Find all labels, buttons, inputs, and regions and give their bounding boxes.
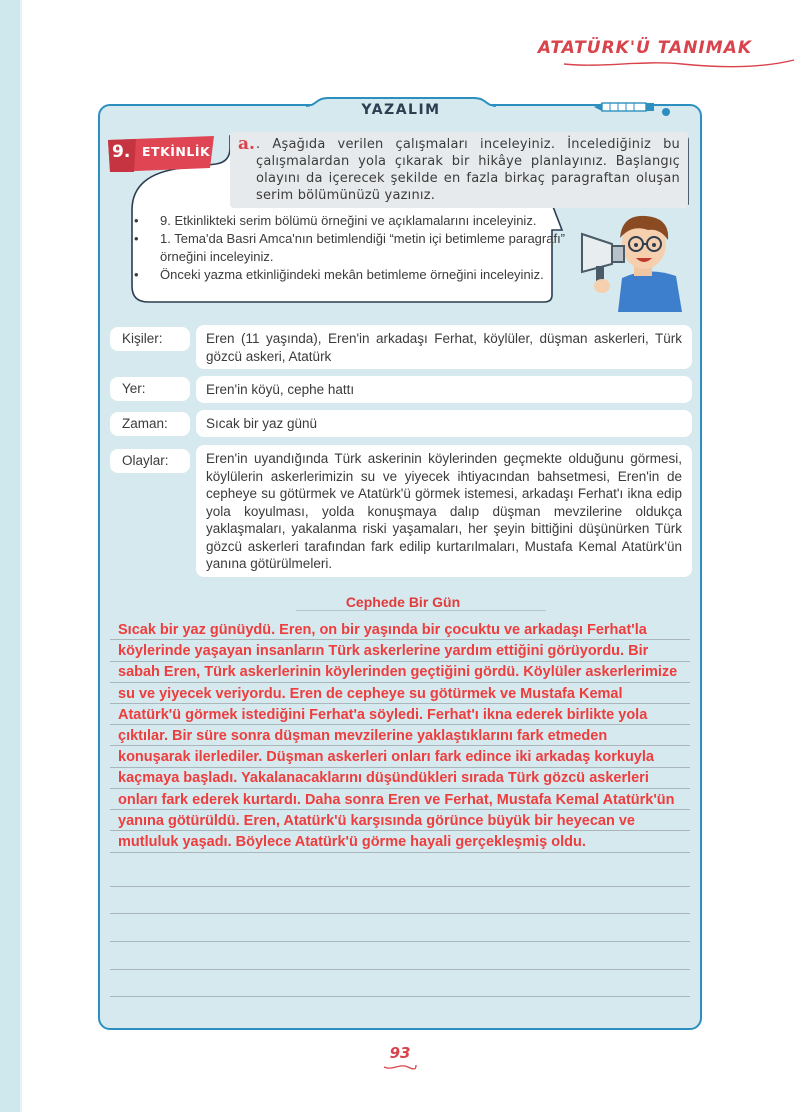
- ruled-line: [110, 941, 690, 942]
- activity-number: 9.: [112, 142, 131, 162]
- characters-label: Kişiler:: [110, 327, 190, 351]
- tip-item: • Önceki yazma etkinliğindeki mekân betimleme örneğini inceleyiniz.: [132, 266, 572, 284]
- tip-item: • 9. Etkinlikteki serim bölümü örneğini ve açıklamalarını inceleyiniz.: [132, 212, 572, 230]
- ruled-line: [110, 886, 690, 887]
- page-number: 93: [389, 1044, 411, 1062]
- header-swash-icon: [562, 56, 798, 70]
- place-value: Eren'in köyü, cephe hattı: [196, 376, 692, 403]
- side-stripe-edge: [20, 0, 22, 1112]
- activity-label: ETKİNLİK: [142, 144, 211, 159]
- story-title: Cephede Bir Gün: [345, 594, 461, 610]
- page-number-swash-icon: [382, 1062, 418, 1072]
- events-value: Eren'in uyandığında Türk askerinin köylerinden geçmekte olduğunu görmesi, köylülerin askerlerimizin su ve yiyecek ihtiyacından bahsetmesi, Eren'in de cepheye su götürmek ve Atatürk'ü görmek istemesi, arkadaşı Ferhat'ı ikna edip yola koyulması, yolda konuşmaya dalıp düşman mevzilerine oldukça yaklaşmaları, yakalanma riski yaşamaları, her şeyin bittiğini düşünürken Türk gözcü askerleri tarafından fark edilip kurtarılmaları, Mustafa Kemal Atatürk'ün yanına götürülmeleri.: [196, 445, 692, 577]
- story-body: Sıcak bir yaz günüydü. Eren, on bir yaşında bir çocuktu ve arkadaşı Ferhat'la köylerinde yaşayan insanların Türk askerlerine yardım ettiğini görüyordu. Bir sabah Eren, Türk askerlerinin köylerinden geçtiğini gördü. Köylüler askerlerimize su ve yiyecek veriyordu. Eren de cepheye su götürmek ve Mustafa Kemal Atatürk'ü görmek istediğini Ferhat'a söyledi. Ferhat'ı ikna ederek birlikte yola çıktılar. Bir süre sonra düşman mevzilerine yaklaştıklarını fark etmeden konuşarak ilerlediler. Düşman askerleri onları fark edince iki arkadaş korkuyla kaçmaya başladı. Yakalanacaklarını düşündükleri sırada Türk gözcü askerleri onları fark ederek kurtardı. Daha sonra Eren ve Ferhat, Mustafa Kemal Atatürk'ün yanına götürüldü. Eren, Atatürk'ü karşısında görünce büyük bir heyecan ve mutluluk yaşadı. Böylece Atatürk'ü görme hayali gerçekleşmiş oldu.: [118, 622, 678, 851]
- tip-item: • 1. Tema'da Basri Amca'nın betimlendiği “metin içi betimleme paragrafı” örneğini inceleyiniz.: [132, 230, 572, 266]
- pencil-icon: [594, 101, 656, 113]
- ruled-line: [110, 913, 690, 914]
- boy-with-megaphone-illustration: [578, 208, 690, 312]
- time-value: Sıcak bir yaz günü: [196, 410, 692, 437]
- activity-letter: a.: [238, 134, 255, 154]
- story-title-rule: [296, 610, 546, 611]
- place-label: Yer:: [110, 377, 190, 401]
- characters-value: Eren (11 yaşında), Eren'in arkadaşı Ferhat, köylüler, düşman askerleri, Türk gözcü askeri, Atatürk: [196, 325, 692, 369]
- side-stripe: [0, 0, 20, 1112]
- chapter-title: ATATÜRK'Ü TANIMAK: [537, 38, 752, 58]
- section-title: YAZALIM: [361, 102, 441, 118]
- ruled-line: [110, 969, 690, 970]
- activity-instruction: . Aşağıda verilen çalışmaları inceleyiniz. İncelediğiniz bu çalışmalardan yola çıkarak bir hikâye planlayınız. Başlangıç olayını da içerecek şekilde en fazla birkaç paragraftan oluşan serim bölümünüzü yazınız.: [256, 137, 680, 203]
- pencil-dot-icon: [662, 108, 670, 116]
- events-label: Olaylar:: [110, 449, 190, 473]
- tips-list: [132, 212, 572, 284]
- time-label: Zaman:: [110, 412, 190, 436]
- ruled-line: [110, 996, 690, 997]
